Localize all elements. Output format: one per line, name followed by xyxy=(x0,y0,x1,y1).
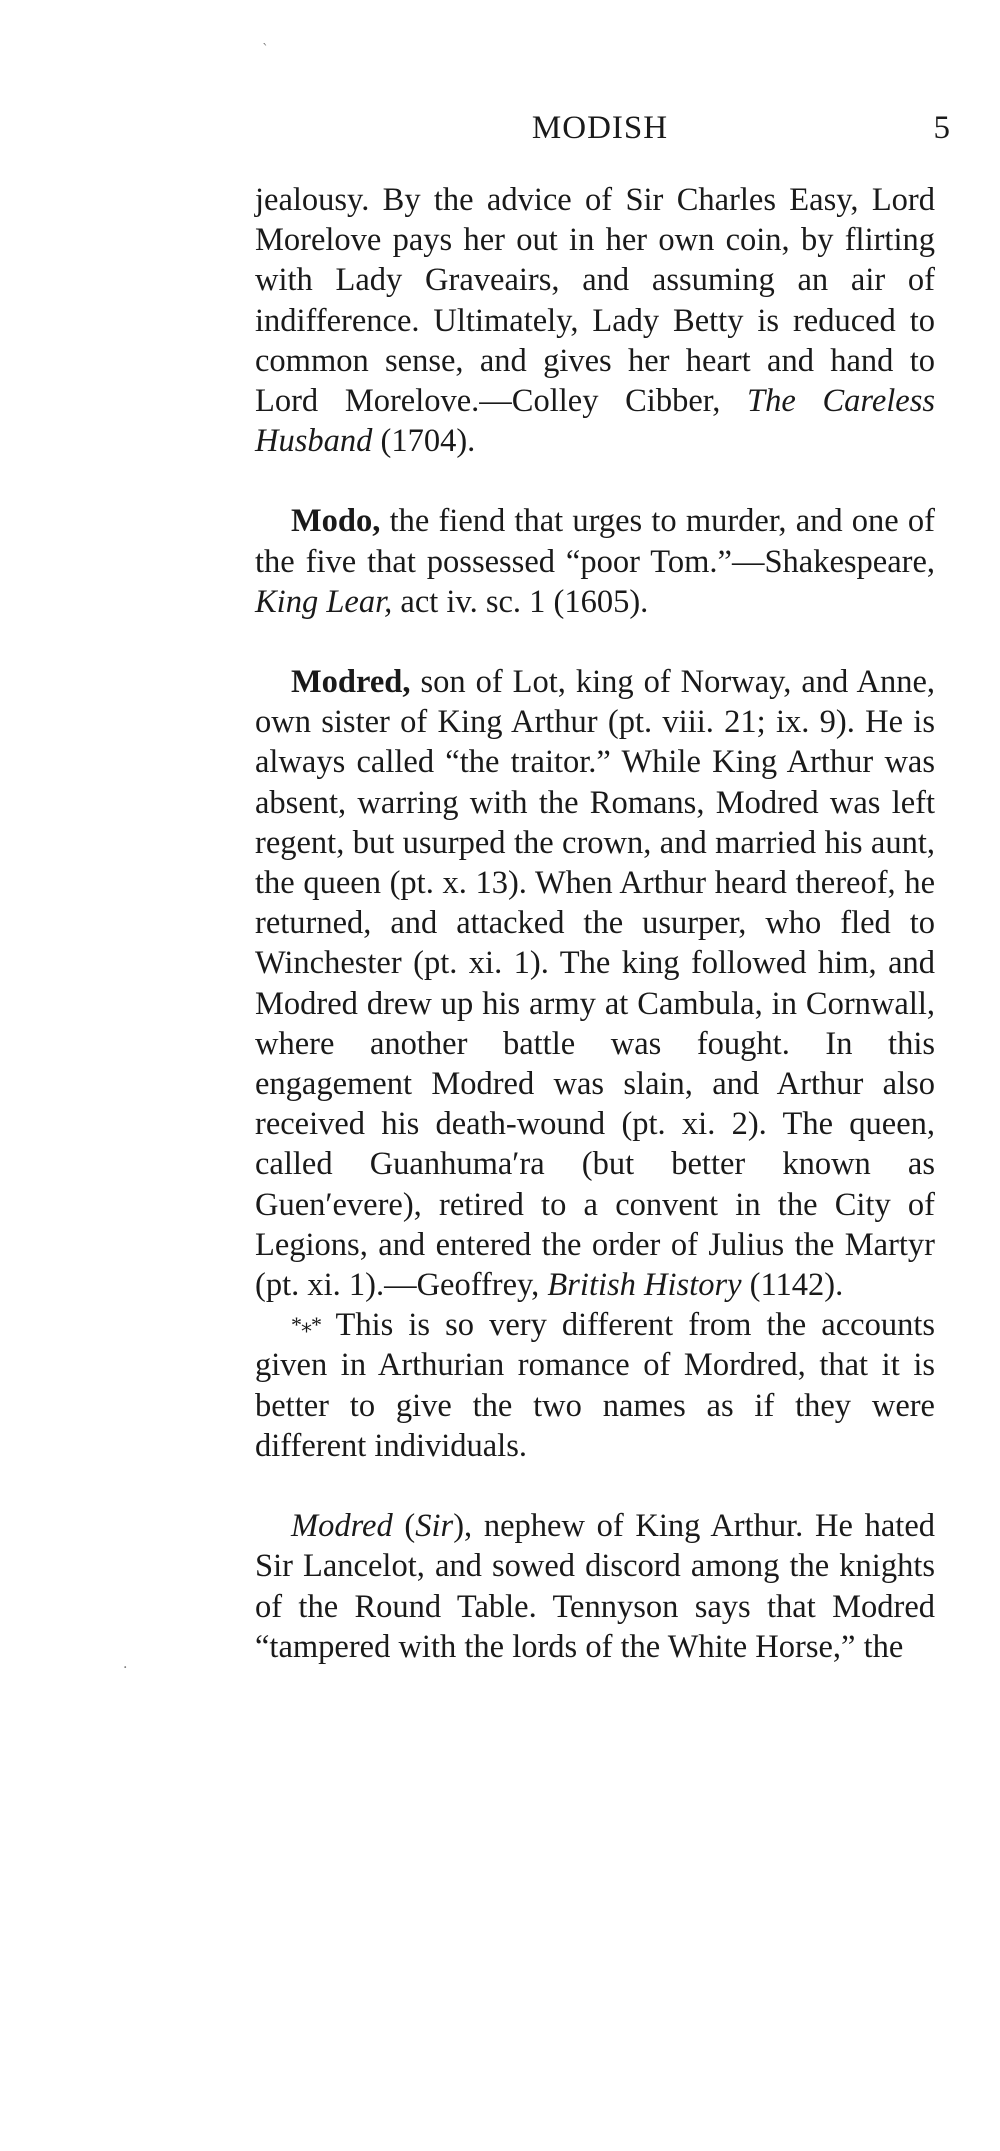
page-number: 5 xyxy=(933,110,950,146)
citation-date: (1704). xyxy=(372,423,476,460)
page-body xyxy=(255,180,935,1667)
entry-headword: Modred, xyxy=(291,664,411,701)
entry-text: the fiend that urges to murder, and one of the five that possessed “poor Tom.”—Shakespeare, xyxy=(255,503,935,580)
entry-modred xyxy=(255,662,935,1305)
entry-modo xyxy=(255,501,935,622)
entry-headword: Modo, xyxy=(291,503,381,540)
running-head: MODISH xyxy=(531,110,669,146)
work-title: The Careless Husband xyxy=(255,383,935,460)
citation-date: (1142). xyxy=(741,1267,844,1304)
citation: act iv. sc. 1 (1605). xyxy=(392,583,649,620)
asterism-mark: *⁎* xyxy=(291,1312,321,1338)
paragraph-continuation xyxy=(255,180,935,461)
headword-paren: ( xyxy=(392,1508,416,1545)
scan-mark: · xyxy=(123,1660,128,1676)
page-header xyxy=(250,110,950,160)
work-title: King Lear, xyxy=(255,583,393,620)
paragraph-text: jealousy. By the advice of Sir Charles Easy, Lord Morelove pays her out in her own coin, by flirting with Lady Graveairs, and assuming an air of indifference. Ultimately, Lady Betty is reduced to common sense, and gives her heart and hand to Lord Morelove.—Colley Cibber, xyxy=(255,182,935,420)
headword-title: Sir xyxy=(415,1508,454,1545)
entry-headword: Modred xyxy=(291,1508,393,1545)
entry-text: ), nephew of King Arthur. He hated Sir Lancelot, and sowed discord among the knights of the Round Table. Tennyson says that Modred “tampered with the lords of the White Horse,” the xyxy=(255,1508,935,1665)
entry-modred-sir xyxy=(255,1506,935,1667)
entry-note xyxy=(255,1305,935,1466)
note-text: This is so very different from the accounts given in Arthurian romance of Mordred, that it is better to give the two names as if they were different individuals. xyxy=(255,1307,935,1464)
scan-mark: ` xyxy=(262,42,269,58)
work-title: British History xyxy=(547,1267,742,1304)
entry-text: son of Lot, king of Norway, and Anne, own sister of King Arthur (pt. viii. 21; ix. 9). He is always called “the traitor.” While King Arthur was absent, warring with the Romans, Modred was left regent, but usurped the crown, and married his aunt, the queen (pt. x. 13). When Arthur heard thereof, he returned, and attacked the usurper, who fled to Winchester (pt. xi. 1). The king followed him, and Modred drew up his army at Cambula, in Cornwall, where another battle was fought. In this engagement Modred was slain, and Arthur also received his death-wound (pt. xi. 2). The queen, called Guanhuma′ra (but better known as Guen′evere), retired to a convent in the City of Legions, and entered the order of Julius the Martyr (pt. xi. 1).—Geoffrey, xyxy=(255,664,935,1304)
